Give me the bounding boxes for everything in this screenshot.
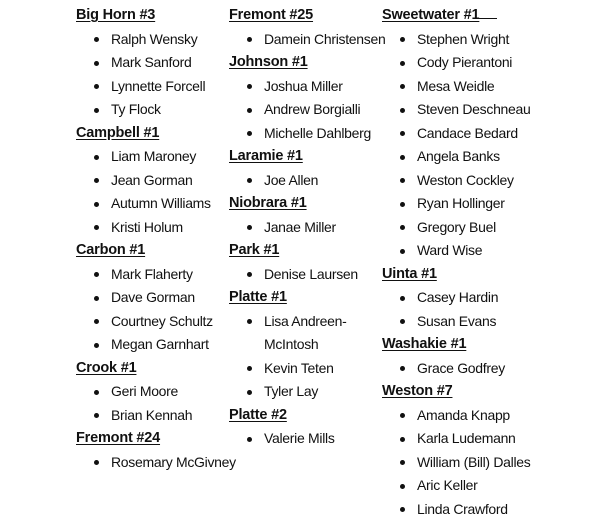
bullet-icon — [94, 155, 99, 160]
person-name: Geri Moore — [111, 383, 179, 399]
list-item — [382, 145, 542, 169]
bullet-icon — [400, 413, 405, 418]
bullet-icon — [94, 37, 99, 42]
person-name: Liam Maroney — [111, 148, 197, 164]
bullet-icon — [400, 437, 405, 442]
county-heading — [382, 380, 542, 404]
bullet-icon — [94, 343, 99, 348]
person-name: Damein Christensen — [264, 30, 386, 47]
person-name: Susan Evans — [417, 312, 497, 329]
person-name: Kevin Teten — [264, 359, 334, 376]
list-item — [382, 286, 542, 310]
county-heading-text: Niobrara #1 — [229, 195, 307, 211]
county-heading — [229, 51, 384, 75]
list-item — [76, 51, 231, 75]
list-item — [382, 474, 542, 498]
bullet-icon — [94, 319, 99, 324]
person-name: Karla Ludemann — [417, 430, 516, 446]
person-name: Rosemary McGivney — [111, 453, 236, 470]
list-item — [229, 263, 384, 287]
person-name: Mesa Weidle — [417, 77, 495, 94]
bullet-icon — [400, 249, 405, 254]
list-item — [229, 216, 384, 240]
list-item — [229, 98, 384, 122]
county-heading-text: Platte #2 — [229, 406, 287, 423]
county-heading — [382, 4, 542, 28]
bullet-icon — [400, 131, 405, 136]
bullet-icon — [247, 37, 252, 42]
bullet-icon — [400, 296, 405, 301]
person-name: Joe Allen — [264, 171, 319, 188]
county-heading — [382, 333, 542, 357]
county-heading — [76, 427, 231, 451]
list-item — [76, 145, 231, 169]
bullet-icon — [94, 296, 99, 301]
bullet-icon — [94, 413, 99, 418]
county-heading-text: Campbell #1 — [76, 124, 160, 141]
person-name: Gregory Buel — [417, 218, 496, 235]
roster-column-1 — [76, 4, 236, 474]
county-heading — [76, 4, 231, 28]
county-heading-text: Fremont #24 — [76, 430, 161, 446]
bullet-icon — [94, 225, 99, 230]
county-heading — [76, 239, 231, 263]
person-name: Amanda Knapp — [417, 406, 510, 423]
bullet-icon — [247, 84, 252, 89]
bullet-icon — [400, 319, 405, 324]
person-name: Stephen Wright — [417, 30, 510, 47]
person-name: Lisa Andreen-McIntosh — [264, 312, 347, 352]
county-heading — [229, 145, 384, 169]
list-item — [382, 310, 542, 334]
bullet-icon — [400, 460, 405, 465]
roster-column-2 — [229, 4, 384, 451]
county-heading — [229, 192, 384, 216]
list-item — [382, 427, 542, 451]
list-item — [76, 286, 231, 310]
list-item — [229, 357, 384, 381]
list-item — [229, 169, 384, 193]
list-item — [76, 28, 231, 52]
county-heading-text: Washakie #1 — [382, 336, 467, 352]
county-heading-text: Johnson #1 — [229, 54, 308, 70]
list-item — [76, 333, 231, 357]
bullet-icon — [247, 131, 252, 136]
list-item — [382, 75, 542, 99]
person-name: Janae Miller — [264, 218, 336, 235]
county-heading-text: Big Horn #3 — [76, 7, 156, 23]
bullet-icon — [94, 272, 99, 277]
person-name: Courtney Schultz — [111, 312, 213, 329]
bullet-icon — [400, 366, 405, 371]
county-heading — [229, 286, 384, 310]
person-name: Autumn Williams — [111, 195, 211, 211]
list-item — [229, 310, 384, 357]
county-heading-text: Crook #1 — [76, 359, 137, 376]
list-item — [76, 263, 231, 287]
person-name: Mark Sanford — [111, 54, 192, 70]
list-item — [76, 404, 231, 428]
bullet-icon — [400, 108, 405, 113]
list-item — [382, 169, 542, 193]
county-heading — [76, 357, 231, 381]
bullet-icon — [94, 84, 99, 89]
list-item — [229, 75, 384, 99]
bullet-icon — [247, 108, 252, 113]
list-item — [76, 75, 231, 99]
person-name: Michelle Dahlberg — [264, 124, 371, 141]
person-name: Dave Gorman — [111, 289, 195, 305]
person-name: Ralph Wensky — [111, 30, 198, 47]
list-item — [229, 28, 384, 52]
bullet-icon — [400, 84, 405, 89]
list-item — [382, 122, 542, 146]
bullet-icon — [94, 390, 99, 395]
county-heading — [229, 4, 384, 28]
bullet-icon — [400, 155, 405, 160]
person-name: Ty Flock — [111, 101, 161, 117]
list-item — [382, 498, 542, 522]
person-name: Brian Kennah — [111, 406, 193, 423]
person-name: Linda Crawford — [417, 500, 508, 517]
list-item — [229, 427, 384, 451]
person-name: Jean Gorman — [111, 171, 193, 188]
bullet-icon — [94, 61, 99, 66]
bullet-icon — [94, 108, 99, 113]
person-name: Lynnette Forcell — [111, 77, 206, 94]
bullet-icon — [94, 178, 99, 183]
person-name: Ryan Hollinger — [417, 195, 505, 211]
person-name: Steven Deschneau — [417, 101, 531, 117]
person-name: Mark Flaherty — [111, 265, 193, 282]
list-item — [382, 98, 542, 122]
bullet-icon — [400, 202, 405, 207]
list-item — [382, 239, 542, 263]
person-name: Andrew Borgialli — [264, 101, 361, 117]
person-name: Kristi Holum — [111, 218, 183, 235]
person-name: Weston Cockley — [417, 171, 514, 188]
county-heading — [229, 404, 384, 428]
list-item — [382, 404, 542, 428]
bullet-icon — [400, 61, 405, 66]
bullet-icon — [400, 484, 405, 489]
person-name: Aric Keller — [417, 477, 478, 493]
bullet-icon — [247, 178, 252, 183]
list-item — [382, 451, 542, 475]
list-item — [229, 122, 384, 146]
list-item — [76, 380, 231, 404]
county-heading-text: Platte #1 — [229, 289, 287, 305]
person-name: Joshua Miller — [264, 77, 343, 94]
county-heading-text: Carbon #1 — [76, 242, 146, 258]
person-name: Candace Bedard — [417, 124, 518, 141]
person-name: Tyler Lay — [264, 383, 319, 399]
person-name: Grace Godfrey — [417, 359, 505, 376]
county-heading — [76, 122, 231, 146]
bullet-icon — [247, 366, 252, 371]
bullet-icon — [94, 460, 99, 465]
list-item — [76, 451, 236, 475]
list-item — [382, 192, 542, 216]
bullet-icon — [94, 202, 99, 207]
county-heading-text: Park #1 — [229, 242, 280, 258]
bullet-icon — [247, 390, 252, 395]
person-name: Ward Wise — [417, 242, 483, 258]
bullet-icon — [247, 225, 252, 230]
heading-underline-tail — [479, 4, 497, 19]
person-name: Megan Garnhart — [111, 336, 209, 352]
person-name: Denise Laursen — [264, 265, 358, 282]
list-item — [382, 357, 542, 381]
person-name: Cody Pierantoni — [417, 54, 513, 70]
county-heading — [382, 263, 542, 287]
roster-column-3 — [382, 4, 542, 521]
person-name: Valerie Mills — [264, 430, 335, 446]
bullet-icon — [400, 178, 405, 183]
person-name: William (Bill) Dalles — [417, 453, 531, 470]
bullet-icon — [247, 319, 252, 324]
county-heading-text: Weston #7 — [382, 383, 453, 399]
list-item — [76, 192, 231, 216]
list-item — [76, 310, 231, 334]
county-heading-text: Sweetwater #1 — [382, 7, 480, 23]
list-item — [76, 169, 231, 193]
bullet-icon — [400, 507, 405, 512]
bullet-icon — [247, 437, 252, 442]
list-item — [76, 98, 231, 122]
person-name: Angela Banks — [417, 148, 500, 164]
list-item — [382, 28, 542, 52]
bullet-icon — [400, 37, 405, 42]
list-item — [76, 216, 231, 240]
bullet-icon — [247, 272, 252, 277]
county-heading-text: Uinta #1 — [382, 265, 437, 282]
county-heading-text: Laramie #1 — [229, 148, 303, 164]
person-name: Casey Hardin — [417, 289, 499, 305]
bullet-icon — [400, 225, 405, 230]
county-heading — [229, 239, 384, 263]
list-item — [229, 380, 384, 404]
list-item — [382, 216, 542, 240]
list-item — [382, 51, 542, 75]
county-heading-text: Fremont #25 — [229, 7, 314, 23]
